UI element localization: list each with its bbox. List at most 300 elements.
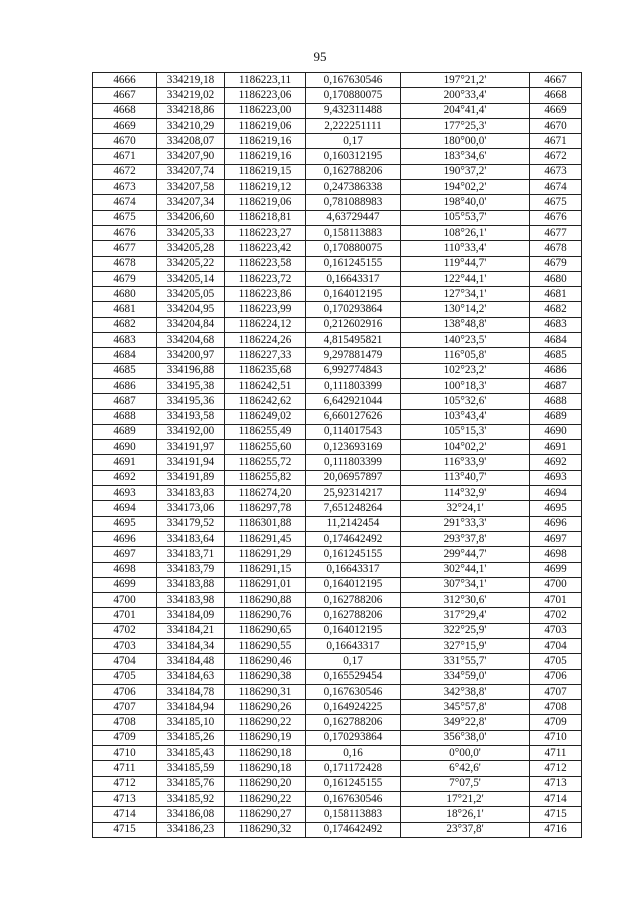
y-coordinate-cell: 1186255,60	[225, 440, 306, 455]
x-coordinate-cell: 334186,08	[157, 807, 225, 822]
table-row	[93, 164, 582, 179]
y-coordinate-cell: 1186290,22	[225, 715, 306, 730]
point-from-cell: 4710	[93, 746, 157, 761]
y-coordinate-cell: 1186290,38	[225, 669, 306, 684]
point-from-cell: 4671	[93, 149, 157, 164]
point-from-cell: 4690	[93, 440, 157, 455]
bearing-cell: 17°21,2'	[401, 791, 530, 806]
x-coordinate-cell: 334185,59	[157, 761, 225, 776]
y-coordinate-cell: 1186223,99	[225, 302, 306, 317]
x-coordinate-cell: 334184,63	[157, 669, 225, 684]
bearing-cell: 104°02,2'	[401, 440, 530, 455]
table-row	[93, 577, 582, 592]
point-to-cell: 4686	[530, 363, 582, 378]
bearing-cell: 302°44,1'	[401, 562, 530, 577]
y-coordinate-cell: 1186255,49	[225, 424, 306, 439]
point-from-cell: 4677	[93, 241, 157, 256]
x-coordinate-cell: 334195,36	[157, 394, 225, 409]
distance-cell: 20,06957897	[306, 470, 401, 485]
x-coordinate-cell: 334191,97	[157, 440, 225, 455]
point-to-cell: 4670	[530, 118, 582, 133]
point-from-cell: 4666	[93, 73, 157, 88]
table-row	[93, 241, 582, 256]
table-row	[93, 73, 582, 88]
bearing-cell: 140°23,5'	[401, 333, 530, 348]
distance-cell: 0,160312195	[306, 149, 401, 164]
x-coordinate-cell: 334191,94	[157, 455, 225, 470]
bearing-cell: 138°48,8'	[401, 317, 530, 332]
point-from-cell: 4693	[93, 486, 157, 501]
bearing-cell: 200°33,4'	[401, 88, 530, 103]
table-row	[93, 669, 582, 684]
table-row	[93, 486, 582, 501]
point-to-cell: 4705	[530, 654, 582, 669]
table-row	[93, 378, 582, 393]
table-row	[93, 424, 582, 439]
bearing-cell: 119°44,7'	[401, 256, 530, 271]
x-coordinate-cell: 334205,14	[157, 271, 225, 286]
y-coordinate-cell: 1186290,20	[225, 776, 306, 791]
table-row	[93, 149, 582, 164]
bearing-cell: 312°30,6'	[401, 593, 530, 608]
y-coordinate-cell: 1186219,15	[225, 164, 306, 179]
x-coordinate-cell: 334204,68	[157, 333, 225, 348]
bearing-cell: 18°26,1'	[401, 807, 530, 822]
point-from-cell: 4699	[93, 577, 157, 592]
x-coordinate-cell: 334183,98	[157, 593, 225, 608]
x-coordinate-cell: 334192,00	[157, 424, 225, 439]
bearing-cell: 307°34,1'	[401, 577, 530, 592]
point-to-cell: 4668	[530, 88, 582, 103]
distance-cell: 6,660127626	[306, 409, 401, 424]
point-to-cell: 4682	[530, 302, 582, 317]
y-coordinate-cell: 1186223,11	[225, 73, 306, 88]
x-coordinate-cell: 334184,21	[157, 623, 225, 638]
distance-cell: 0,170880075	[306, 88, 401, 103]
y-coordinate-cell: 1186224,26	[225, 333, 306, 348]
distance-cell: 0,165529454	[306, 669, 401, 684]
point-to-cell: 4706	[530, 669, 582, 684]
bearing-cell: 345°57,8'	[401, 700, 530, 715]
x-coordinate-cell: 334200,97	[157, 348, 225, 363]
point-to-cell: 4702	[530, 608, 582, 623]
distance-cell: 9,297881479	[306, 348, 401, 363]
distance-cell: 0,170880075	[306, 241, 401, 256]
distance-cell: 2,222251111	[306, 118, 401, 133]
table-row	[93, 807, 582, 822]
point-from-cell: 4706	[93, 684, 157, 699]
distance-cell: 0,16643317	[306, 638, 401, 653]
y-coordinate-cell: 1186223,27	[225, 225, 306, 240]
table-row	[93, 623, 582, 638]
bearing-cell: 100°18,3'	[401, 378, 530, 393]
y-coordinate-cell: 1186290,65	[225, 623, 306, 638]
point-to-cell: 4671	[530, 134, 582, 149]
point-to-cell: 4675	[530, 195, 582, 210]
point-from-cell: 4685	[93, 363, 157, 378]
x-coordinate-cell: 334207,74	[157, 164, 225, 179]
x-coordinate-cell: 334185,92	[157, 791, 225, 806]
x-coordinate-cell: 334210,29	[157, 118, 225, 133]
distance-cell: 0,164012195	[306, 623, 401, 638]
point-to-cell: 4697	[530, 531, 582, 546]
distance-cell: 0,167630546	[306, 73, 401, 88]
bearing-cell: 197°21,2'	[401, 73, 530, 88]
table-row	[93, 195, 582, 210]
table-row	[93, 88, 582, 103]
bearing-cell: 194°02,2'	[401, 180, 530, 195]
y-coordinate-cell: 1186218,81	[225, 210, 306, 225]
distance-cell: 0,17	[306, 134, 401, 149]
table-row	[93, 547, 582, 562]
point-to-cell: 4703	[530, 623, 582, 638]
x-coordinate-cell: 334207,58	[157, 180, 225, 195]
bearing-cell: 342°38,8'	[401, 684, 530, 699]
distance-cell: 0,114017543	[306, 424, 401, 439]
table-row	[93, 608, 582, 623]
point-from-cell: 4709	[93, 730, 157, 745]
bearing-cell: 32°24,1'	[401, 501, 530, 516]
point-from-cell: 4704	[93, 654, 157, 669]
table-row	[93, 654, 582, 669]
table-row	[93, 638, 582, 653]
distance-cell: 11,2142454	[306, 516, 401, 531]
y-coordinate-cell: 1186242,62	[225, 394, 306, 409]
table-row	[93, 348, 582, 363]
distance-cell: 0,16643317	[306, 271, 401, 286]
bearing-cell: 116°33,9'	[401, 455, 530, 470]
bearing-cell: 110°33,4'	[401, 241, 530, 256]
point-to-cell: 4690	[530, 424, 582, 439]
table-row	[93, 470, 582, 485]
table-row	[93, 302, 582, 317]
x-coordinate-cell: 334183,79	[157, 562, 225, 577]
table-row	[93, 776, 582, 791]
x-coordinate-cell: 334218,86	[157, 103, 225, 118]
bearing-cell: 177°25,3'	[401, 118, 530, 133]
distance-cell: 0,16	[306, 746, 401, 761]
point-to-cell: 4685	[530, 348, 582, 363]
distance-cell: 0,167630546	[306, 791, 401, 806]
x-coordinate-cell: 334219,02	[157, 88, 225, 103]
table-row	[93, 531, 582, 546]
distance-cell: 0,161245155	[306, 256, 401, 271]
y-coordinate-cell: 1186223,42	[225, 241, 306, 256]
distance-cell: 0,158113883	[306, 807, 401, 822]
y-coordinate-cell: 1186219,06	[225, 118, 306, 133]
bearing-cell: 356°38,0'	[401, 730, 530, 745]
distance-cell: 0,174642492	[306, 822, 401, 837]
table-row	[93, 134, 582, 149]
x-coordinate-cell: 334207,90	[157, 149, 225, 164]
x-coordinate-cell: 334185,26	[157, 730, 225, 745]
x-coordinate-cell: 334205,28	[157, 241, 225, 256]
point-to-cell: 4694	[530, 486, 582, 501]
distance-cell: 0,167630546	[306, 684, 401, 699]
point-to-cell: 4673	[530, 164, 582, 179]
bearing-cell: 317°29,4'	[401, 608, 530, 623]
y-coordinate-cell: 1186290,88	[225, 593, 306, 608]
table-row	[93, 409, 582, 424]
y-coordinate-cell: 1186290,27	[225, 807, 306, 822]
table-row	[93, 455, 582, 470]
table-row	[93, 715, 582, 730]
point-to-cell: 4693	[530, 470, 582, 485]
x-coordinate-cell: 334204,95	[157, 302, 225, 317]
point-from-cell: 4681	[93, 302, 157, 317]
distance-cell: 0,16643317	[306, 562, 401, 577]
point-to-cell: 4696	[530, 516, 582, 531]
bearing-cell: 102°23,2'	[401, 363, 530, 378]
x-coordinate-cell: 334184,34	[157, 638, 225, 653]
y-coordinate-cell: 1186290,32	[225, 822, 306, 837]
table-row	[93, 180, 582, 195]
table-row	[93, 103, 582, 118]
coordinates-table-body	[93, 73, 582, 838]
distance-cell: 0,781088983	[306, 195, 401, 210]
table-row	[93, 761, 582, 776]
bearing-cell: 7°07,5'	[401, 776, 530, 791]
x-coordinate-cell: 334185,76	[157, 776, 225, 791]
y-coordinate-cell: 1186291,29	[225, 547, 306, 562]
x-coordinate-cell: 334184,48	[157, 654, 225, 669]
x-coordinate-cell: 334207,34	[157, 195, 225, 210]
x-coordinate-cell: 334205,22	[157, 256, 225, 271]
distance-cell: 7,651248264	[306, 501, 401, 516]
point-to-cell: 4679	[530, 256, 582, 271]
distance-cell: 0,164924225	[306, 700, 401, 715]
distance-cell: 0,111803399	[306, 455, 401, 470]
point-to-cell: 4716	[530, 822, 582, 837]
y-coordinate-cell: 1186290,55	[225, 638, 306, 653]
x-coordinate-cell: 334205,33	[157, 225, 225, 240]
x-coordinate-cell: 334186,23	[157, 822, 225, 837]
x-coordinate-cell: 334185,43	[157, 746, 225, 761]
table-row	[93, 287, 582, 302]
table-row	[93, 746, 582, 761]
point-to-cell: 4713	[530, 776, 582, 791]
point-from-cell: 4714	[93, 807, 157, 822]
distance-cell: 0,174642492	[306, 531, 401, 546]
table-row	[93, 440, 582, 455]
point-from-cell: 4688	[93, 409, 157, 424]
bearing-cell: 23°37,8'	[401, 822, 530, 837]
y-coordinate-cell: 1186223,06	[225, 88, 306, 103]
point-from-cell: 4702	[93, 623, 157, 638]
x-coordinate-cell: 334184,78	[157, 684, 225, 699]
table-row	[93, 822, 582, 837]
point-from-cell: 4700	[93, 593, 157, 608]
point-from-cell: 4694	[93, 501, 157, 516]
point-to-cell: 4681	[530, 287, 582, 302]
point-to-cell: 4688	[530, 394, 582, 409]
y-coordinate-cell: 1186291,45	[225, 531, 306, 546]
bearing-cell: 105°15,3'	[401, 424, 530, 439]
bearing-cell: 299°44,7'	[401, 547, 530, 562]
x-coordinate-cell: 334185,10	[157, 715, 225, 730]
point-from-cell: 4697	[93, 547, 157, 562]
point-to-cell: 4699	[530, 562, 582, 577]
table-row	[93, 317, 582, 332]
point-from-cell: 4684	[93, 348, 157, 363]
y-coordinate-cell: 1186219,16	[225, 134, 306, 149]
distance-cell: 0,158113883	[306, 225, 401, 240]
bearing-cell: 0°00,0'	[401, 746, 530, 761]
point-from-cell: 4696	[93, 531, 157, 546]
y-coordinate-cell: 1186290,22	[225, 791, 306, 806]
point-to-cell: 4709	[530, 715, 582, 730]
point-from-cell: 4672	[93, 164, 157, 179]
point-to-cell: 4672	[530, 149, 582, 164]
point-to-cell: 4669	[530, 103, 582, 118]
point-to-cell: 4715	[530, 807, 582, 822]
point-to-cell: 4678	[530, 241, 582, 256]
coordinates-table	[92, 72, 582, 838]
y-coordinate-cell: 1186227,33	[225, 348, 306, 363]
point-from-cell: 4708	[93, 715, 157, 730]
point-to-cell: 4701	[530, 593, 582, 608]
bearing-cell: 198°40,0'	[401, 195, 530, 210]
table-row	[93, 593, 582, 608]
point-from-cell: 4668	[93, 103, 157, 118]
y-coordinate-cell: 1186223,00	[225, 103, 306, 118]
table-row	[93, 118, 582, 133]
y-coordinate-cell: 1186274,20	[225, 486, 306, 501]
point-to-cell: 4711	[530, 746, 582, 761]
x-coordinate-cell: 334204,84	[157, 317, 225, 332]
distance-cell: 6,992774843	[306, 363, 401, 378]
table-row	[93, 225, 582, 240]
table-row	[93, 730, 582, 745]
x-coordinate-cell: 334208,07	[157, 134, 225, 149]
y-coordinate-cell: 1186291,01	[225, 577, 306, 592]
distance-cell: 0,161245155	[306, 776, 401, 791]
y-coordinate-cell: 1186290,46	[225, 654, 306, 669]
table-row	[93, 684, 582, 699]
y-coordinate-cell: 1186290,26	[225, 700, 306, 715]
distance-cell: 0,161245155	[306, 547, 401, 562]
bearing-cell: 105°53,7'	[401, 210, 530, 225]
y-coordinate-cell: 1186255,72	[225, 455, 306, 470]
x-coordinate-cell: 334191,89	[157, 470, 225, 485]
y-coordinate-cell: 1186224,12	[225, 317, 306, 332]
point-from-cell: 4692	[93, 470, 157, 485]
x-coordinate-cell: 334195,38	[157, 378, 225, 393]
y-coordinate-cell: 1186235,68	[225, 363, 306, 378]
distance-cell: 0,111803399	[306, 378, 401, 393]
distance-cell: 0,17	[306, 654, 401, 669]
bearing-cell: 130°14,2'	[401, 302, 530, 317]
x-coordinate-cell: 334184,94	[157, 700, 225, 715]
distance-cell: 0,162788206	[306, 164, 401, 179]
y-coordinate-cell: 1186242,51	[225, 378, 306, 393]
distance-cell: 4,815495821	[306, 333, 401, 348]
bearing-cell: 322°25,9'	[401, 623, 530, 638]
y-coordinate-cell: 1186291,15	[225, 562, 306, 577]
y-coordinate-cell: 1186249,02	[225, 409, 306, 424]
point-from-cell: 4687	[93, 394, 157, 409]
distance-cell: 0,164012195	[306, 577, 401, 592]
distance-cell: 0,170293864	[306, 730, 401, 745]
x-coordinate-cell: 334173,06	[157, 501, 225, 516]
point-to-cell: 4684	[530, 333, 582, 348]
y-coordinate-cell: 1186223,72	[225, 271, 306, 286]
point-from-cell: 4680	[93, 287, 157, 302]
point-from-cell: 4698	[93, 562, 157, 577]
table-row	[93, 516, 582, 531]
bearing-cell: 6°42,6'	[401, 761, 530, 776]
point-to-cell: 4708	[530, 700, 582, 715]
x-coordinate-cell: 334183,71	[157, 547, 225, 562]
y-coordinate-cell: 1186255,82	[225, 470, 306, 485]
bearing-cell: 113°40,7'	[401, 470, 530, 485]
point-to-cell: 4698	[530, 547, 582, 562]
y-coordinate-cell: 1186290,31	[225, 684, 306, 699]
bearing-cell: 127°34,1'	[401, 287, 530, 302]
table-row	[93, 501, 582, 516]
point-from-cell: 4713	[93, 791, 157, 806]
x-coordinate-cell: 334183,64	[157, 531, 225, 546]
bearing-cell: 327°15,9'	[401, 638, 530, 653]
point-to-cell: 4691	[530, 440, 582, 455]
point-from-cell: 4683	[93, 333, 157, 348]
distance-cell: 0,247386338	[306, 180, 401, 195]
table-row	[93, 791, 582, 806]
point-from-cell: 4678	[93, 256, 157, 271]
point-to-cell: 4676	[530, 210, 582, 225]
point-from-cell: 4686	[93, 378, 157, 393]
table-row	[93, 271, 582, 286]
bearing-cell: 180°00,0'	[401, 134, 530, 149]
point-from-cell: 4691	[93, 455, 157, 470]
distance-cell: 0,162788206	[306, 608, 401, 623]
x-coordinate-cell: 334219,18	[157, 73, 225, 88]
point-from-cell: 4670	[93, 134, 157, 149]
bearing-cell: 105°32,6'	[401, 394, 530, 409]
point-from-cell: 4667	[93, 88, 157, 103]
y-coordinate-cell: 1186290,19	[225, 730, 306, 745]
bearing-cell: 331°55,7'	[401, 654, 530, 669]
point-from-cell: 4712	[93, 776, 157, 791]
bearing-cell: 103°43,4'	[401, 409, 530, 424]
point-to-cell: 4667	[530, 73, 582, 88]
table-row	[93, 333, 582, 348]
distance-cell: 0,123693169	[306, 440, 401, 455]
bearing-cell: 349°22,8'	[401, 715, 530, 730]
point-to-cell: 4687	[530, 378, 582, 393]
distance-cell: 0,171172428	[306, 761, 401, 776]
x-coordinate-cell: 334193,58	[157, 409, 225, 424]
distance-cell: 0,170293864	[306, 302, 401, 317]
table-row	[93, 394, 582, 409]
point-from-cell: 4669	[93, 118, 157, 133]
table-row	[93, 210, 582, 225]
point-to-cell: 4704	[530, 638, 582, 653]
point-to-cell: 4695	[530, 501, 582, 516]
distance-cell: 6,642921044	[306, 394, 401, 409]
table-row	[93, 363, 582, 378]
y-coordinate-cell: 1186297,78	[225, 501, 306, 516]
distance-cell: 25,92314217	[306, 486, 401, 501]
distance-cell: 0,162788206	[306, 715, 401, 730]
distance-cell: 4,63729447	[306, 210, 401, 225]
point-to-cell: 4683	[530, 317, 582, 332]
x-coordinate-cell: 334206,60	[157, 210, 225, 225]
point-from-cell: 4707	[93, 700, 157, 715]
distance-cell: 9,432311488	[306, 103, 401, 118]
point-to-cell: 4712	[530, 761, 582, 776]
y-coordinate-cell: 1186290,76	[225, 608, 306, 623]
